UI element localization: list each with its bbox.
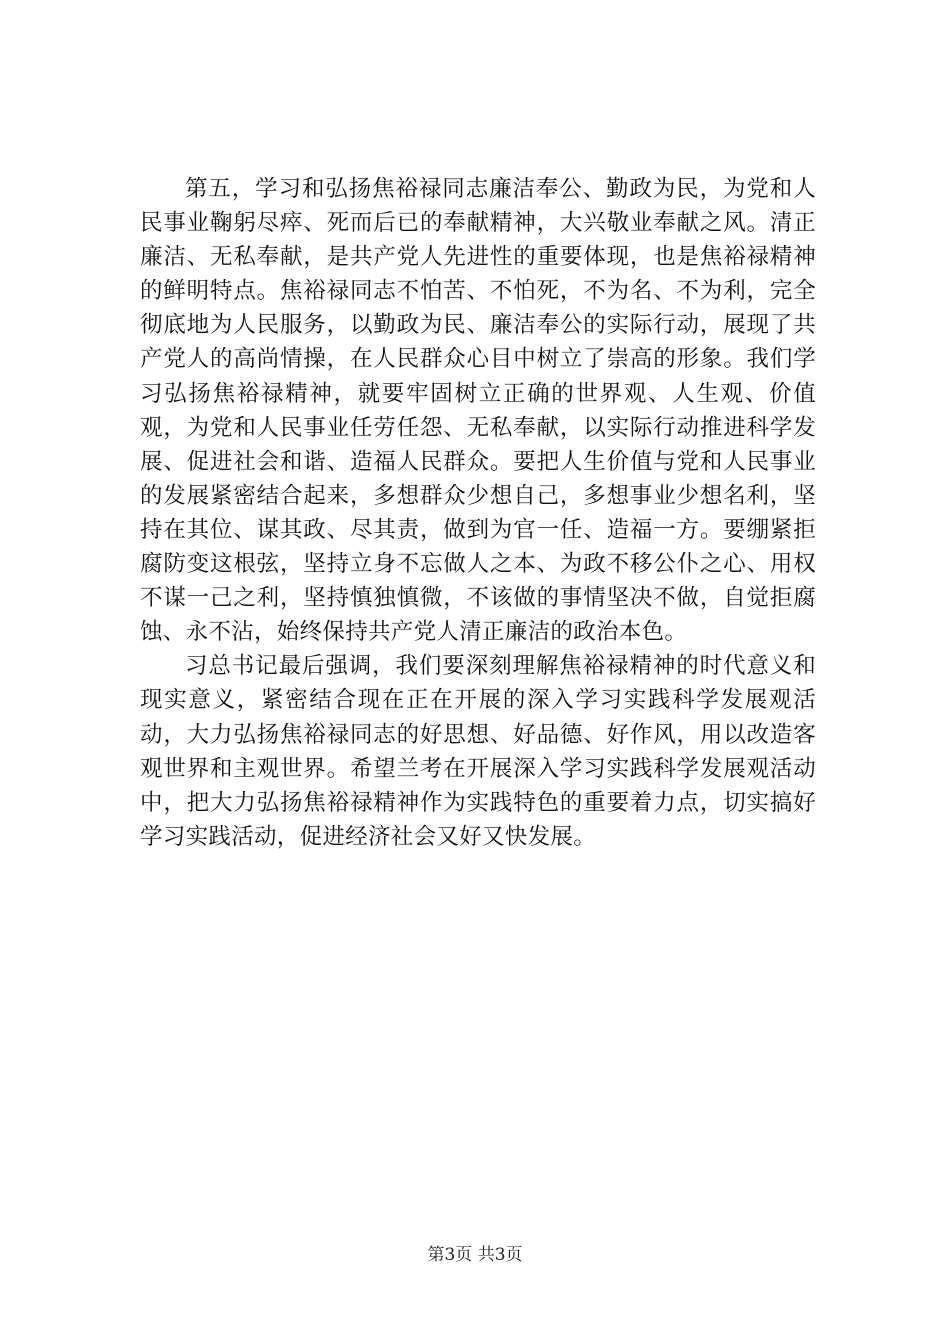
body-paragraph-1: 第五，学习和弘扬焦裕禄同志廉洁奉公、勤政为民，为党和人民事业鞠躬尽瘁、死而后已的奉献精神，大兴敬业奉献之风。清正廉洁、无私奉献，是共产党人先进性的重要体现，也是焦裕禄精神的鲜明特点。焦裕禄同志不怕苦、不怕死，不为名、不为利，完全彻底地为人民服务，以勤政为民、廉洁奉公的实际行动，展现了共产党人的高尚情操，在人民群众心目中树立了崇高的形象。我们学习弘扬焦裕禄精神，就要牢固树立正确的世界观、人生观、价值观，为党和人民事业任劳任怨、无私奉献，以实际行动推进科学发展、促进社会和谐、造福人民群众。要把人生价值与党和人民事业的发展紧密结合起来，多想群众少想自己，多想事业少想名利，坚持在其位、谋其政、尽其责，做到为官一任、造福一方。要绷紧拒腐防变这根弦，坚持立身不忘做人之本、为政不移公仆之心、用权不谋一己之利，坚持慎独慎微，不该做的事情坚决不做，自觉拒腐蚀、永不沾，始终保持共产党人清正廉洁的政治本色。 [140, 176, 816, 646]
body-paragraph-2: 习总书记最后强调，我们要深刻理解焦裕禄精神的时代意义和现实意义，紧密结合现在正在开展的深入学习实践科学发展观活动，大力弘扬焦裕禄同志的好思想、好品德、好作风，用以改造客观世界和主观世界。希望兰考在开展深入学习实践科学发展观活动中，把大力弘扬焦裕禄精神作为实践特色的重要着力点，切实搞好学习实践活动，促进经济社会又好又快发展。 [140, 653, 816, 850]
document-body [140, 172, 816, 854]
page-number-footer: 第3页 共3页 [427, 1245, 523, 1265]
